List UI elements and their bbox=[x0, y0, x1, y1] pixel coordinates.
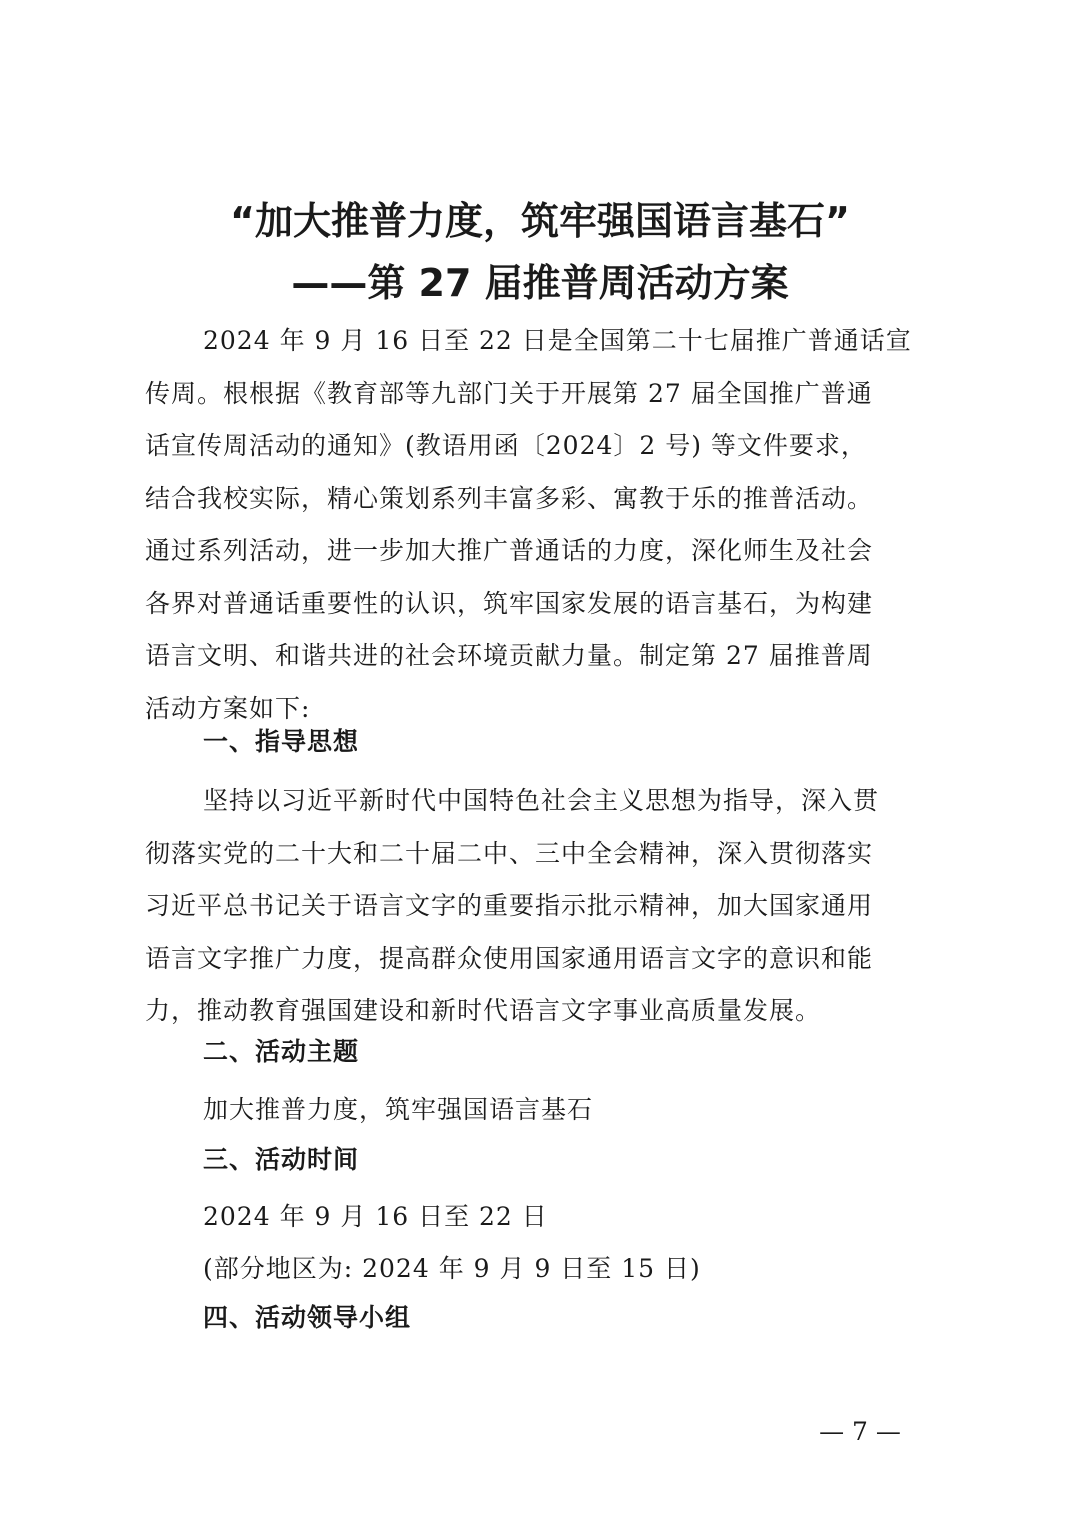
intro-line: 通过系列活动，进一步加大推广普通话的力度，深化师生及社会 bbox=[145, 536, 874, 565]
activity-theme-text: 加大推普力度，筑牢强国语言基石 bbox=[203, 1095, 594, 1124]
section-1-line: 彻落实党的二十大和二十届二中、三中全会精神，深入贯彻落实 bbox=[145, 838, 874, 868]
activity-date-note: (部分地区为: 2024 年 9 月 9 日至 15 日) bbox=[203, 1254, 701, 1283]
section-1-line: 坚持以习近平新时代中国特色社会主义思想为指导，深入贯 bbox=[203, 786, 880, 815]
section-1-paragraph bbox=[145, 775, 945, 1038]
section-1-line: 语言文字推广力度，提高群众使用国家通用语言文字的意识和能 bbox=[145, 943, 874, 973]
document-title-line-2: ——第 27 届推普周活动方案 bbox=[291, 261, 789, 305]
intro-line: 2024 年 9 月 16 日至 22 日是全国第二十七届推广普通话宣 bbox=[203, 326, 912, 355]
section-4-heading: 四、活动领导小组 bbox=[203, 1303, 412, 1332]
intro-paragraph bbox=[145, 315, 945, 735]
section-1-line: 习近平总书记关于语言文字的重要指示批示精神，加大国家通用 bbox=[145, 891, 874, 920]
section-1-line: 力，推动教育强国建设和新时代语言文字事业高质量发展。 bbox=[145, 996, 822, 1025]
intro-line: 语言文明、和谐共进的社会环境贡献力量。制定第 27 届推普周 bbox=[145, 641, 873, 670]
section-3-heading: 三、活动时间 bbox=[203, 1145, 360, 1174]
intro-line: 各界对普通话重要性的认识，筑牢国家发展的语言基石，为构建 bbox=[145, 588, 874, 618]
intro-line: 活动方案如下: bbox=[145, 693, 311, 723]
activity-date-text: 2024 年 9 月 16 日至 22 日 bbox=[203, 1202, 548, 1231]
section-2-heading: 二、活动主题 bbox=[203, 1037, 360, 1066]
document-title-line-1: “加大推普力度，筑牢强国语言基石” bbox=[230, 199, 850, 243]
intro-line: 结合我校实际，精心策划系列丰富多彩、寓教于乐的推普活动。 bbox=[145, 483, 874, 513]
page-number: — 7 — bbox=[819, 1417, 901, 1446]
intro-line: 话宣传周活动的通知》(教语用函〔2024〕2 号) 等文件要求， bbox=[145, 431, 867, 460]
intro-line: 传周。根根据《教育部等九部门关于开展第 27 届全国推广普通 bbox=[145, 378, 873, 408]
section-1-heading: 一、指导思想 bbox=[203, 727, 360, 756]
